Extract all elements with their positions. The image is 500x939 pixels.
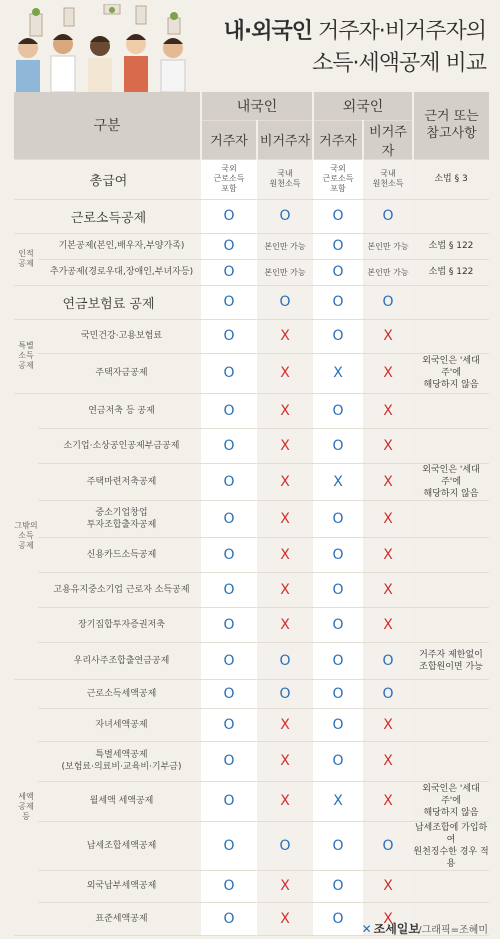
table-body	[14, 159, 489, 935]
row-reference	[413, 741, 489, 781]
row-reference	[413, 537, 489, 572]
table-row	[14, 537, 489, 572]
row-reference: 외국인은 '세대주'에 해당하지 않음	[413, 353, 489, 393]
cell-value: X	[363, 870, 413, 902]
row-label: 근로소득세액공제	[38, 679, 201, 708]
cell-value: O	[201, 463, 257, 500]
cell-value: O	[363, 821, 413, 870]
cell-value: O	[201, 285, 257, 319]
row-reference: 소법 § 122	[413, 259, 489, 285]
cell-value: X	[363, 500, 413, 537]
cell-value: X	[363, 393, 413, 428]
row-reference	[413, 870, 489, 902]
header-nonresident-foreign: 비거주자	[363, 120, 413, 159]
cell-value: X	[363, 572, 413, 607]
cell-value: O	[201, 537, 257, 572]
cell-value: O	[313, 870, 363, 902]
row-reference	[413, 428, 489, 463]
row-reference: 거주자 제한없이 조합원이면 가능	[413, 642, 489, 679]
table-row	[14, 285, 489, 319]
cell-value: O	[201, 353, 257, 393]
header-domestic: 내국인	[201, 92, 313, 120]
table-row	[14, 741, 489, 781]
cell-value: X	[313, 353, 363, 393]
cell-value: O	[257, 285, 313, 319]
table-row	[14, 642, 489, 679]
subheader-sub4: 국내 원천소득	[363, 159, 413, 199]
row-reference: 소법 § 3	[413, 159, 489, 199]
cell-value: O	[313, 393, 363, 428]
cell-value: X	[257, 902, 313, 935]
header-banner	[0, 0, 500, 92]
row-label: 연금보험료 공제	[14, 285, 201, 319]
table-row	[14, 572, 489, 607]
cell-value: O	[313, 259, 363, 285]
cell-value: O	[363, 679, 413, 708]
row-label: 국민건강·고용보험료	[38, 319, 201, 353]
table-row	[14, 428, 489, 463]
cell-value: X	[363, 741, 413, 781]
row-reference	[413, 199, 489, 233]
header-resident-foreign: 거주자	[313, 120, 363, 159]
row-label: 자녀세액공제	[38, 708, 201, 741]
category-label: 세액 공제 등	[14, 679, 38, 935]
table-row	[14, 500, 489, 537]
row-reference: 외국인은 '세대주'에 해당하지 않음	[413, 463, 489, 500]
page-title-line2: 소득·세액공제 비교	[311, 51, 486, 76]
title-rest-part: 거주자·비거주자의	[311, 19, 486, 44]
row-label: 고용유지중소기업 근로자 소득공제	[38, 572, 201, 607]
row-label: 외국납부세액공제	[38, 870, 201, 902]
row-reference	[413, 393, 489, 428]
cell-value: O	[201, 500, 257, 537]
cell-value: X	[363, 537, 413, 572]
cell-value: O	[313, 642, 363, 679]
cell-value: O	[257, 679, 313, 708]
cell-value: O	[313, 319, 363, 353]
cell-value: X	[363, 708, 413, 741]
cell-value: X	[257, 393, 313, 428]
row-label: 총급여	[14, 159, 201, 199]
row-label: 연금저축 등 공제	[38, 393, 201, 428]
comparison-table	[14, 92, 489, 936]
cell-value: O	[313, 199, 363, 233]
cell-value: O	[201, 572, 257, 607]
cell-value: X	[257, 319, 313, 353]
row-reference	[413, 319, 489, 353]
cell-value: O	[313, 708, 363, 741]
row-label: 근로소득공제	[14, 199, 201, 233]
cell-value: O	[313, 233, 363, 259]
category-label: 인적 공제	[14, 233, 38, 285]
cell-value: O	[313, 572, 363, 607]
cell-value: O	[363, 642, 413, 679]
cell-value: O	[201, 902, 257, 935]
row-reference	[413, 679, 489, 708]
cell-value: X	[257, 500, 313, 537]
cell-value: O	[313, 500, 363, 537]
cell-value: O	[201, 870, 257, 902]
table-row	[14, 159, 489, 199]
table-row	[14, 353, 489, 393]
cell-value: X	[363, 607, 413, 642]
cell-value: O	[313, 679, 363, 708]
cell-value: X	[363, 428, 413, 463]
cell-value: O	[257, 821, 313, 870]
cell-value: O	[201, 607, 257, 642]
cell-value: X	[363, 463, 413, 500]
row-label: 기본공제(본인,배우자,부양가족)	[38, 233, 201, 259]
cell-value: X	[257, 870, 313, 902]
cell-value: O	[201, 199, 257, 233]
page-title-line1	[224, 14, 486, 45]
row-label: 우리사주조합출연금공제	[38, 642, 201, 679]
table-row	[14, 708, 489, 741]
cell-value: O	[201, 259, 257, 285]
table-row	[14, 259, 489, 285]
row-reference: 외국인은 '세대주'에 해당하지 않음	[413, 781, 489, 821]
logo-text: 조세일보	[373, 922, 420, 936]
row-label: 추가공제(경로우대,장애인,부녀자등)	[38, 259, 201, 285]
cell-value: X	[363, 781, 413, 821]
subheader-sub2: 국내 원천소득	[257, 159, 313, 199]
cell-value: O	[313, 537, 363, 572]
row-label: 장기집합투자증권저축	[38, 607, 201, 642]
row-label: 주택자금공제	[38, 353, 201, 393]
cell-value: X	[257, 353, 313, 393]
table-row	[14, 870, 489, 902]
row-reference	[413, 500, 489, 537]
cell-value: O	[201, 642, 257, 679]
row-reference: 납세조합에 가입하여 원천징수한 경우 적용	[413, 822, 489, 869]
table-row	[14, 607, 489, 642]
table-row	[14, 393, 489, 428]
cell-value: X	[257, 741, 313, 781]
cell-value: X	[363, 353, 413, 393]
row-reference: 소법 § 122	[413, 233, 489, 259]
people-illustration	[8, 4, 193, 92]
row-label: 중소기업창업 투자조합출자공제	[38, 500, 201, 537]
cell-value: X	[257, 428, 313, 463]
cell-value: 본인만 가능	[257, 259, 313, 285]
row-label: 표준세액공제	[38, 902, 201, 935]
header-foreign: 외국인	[313, 92, 413, 120]
logo-mark-icon: ✕	[361, 922, 372, 936]
graphic-credit: /그래픽=조혜미	[418, 925, 488, 936]
cell-value: O	[201, 821, 257, 870]
table-row	[14, 233, 489, 259]
cell-value: O	[201, 233, 257, 259]
cell-value: X	[313, 781, 363, 821]
header-nonresident-domestic: 비거주자	[257, 120, 313, 159]
cell-value: X	[363, 902, 413, 935]
category-label: 특별 소득 공제	[14, 319, 38, 393]
cell-value: O	[313, 428, 363, 463]
cell-value: O	[313, 902, 363, 935]
table-row	[14, 781, 489, 821]
title-bold-part: 내·외국인	[223, 19, 312, 44]
table-row	[14, 821, 489, 870]
row-reference	[413, 708, 489, 741]
cell-value: O	[313, 285, 363, 319]
row-label: 소기업·소상공인공제부금공제	[38, 428, 201, 463]
cell-value: O	[363, 199, 413, 233]
cell-value: 본인만 가능	[363, 233, 413, 259]
cell-value: 본인만 가능	[257, 233, 313, 259]
table-row	[14, 199, 489, 233]
cell-value: O	[313, 741, 363, 781]
subheader-sub1: 국외 근로소득 포함	[201, 159, 257, 199]
cell-value: O	[201, 393, 257, 428]
row-reference	[413, 572, 489, 607]
cell-value: O	[201, 428, 257, 463]
header-resident-domestic: 거주자	[201, 120, 257, 159]
row-label: 주택마련저축공제	[38, 463, 201, 500]
cell-value: X	[257, 537, 313, 572]
cell-value: O	[363, 285, 413, 319]
table-row	[14, 319, 489, 353]
row-reference	[413, 285, 489, 319]
cell-value: O	[201, 781, 257, 821]
category-label: 그밖의 소득 공제	[14, 393, 38, 679]
cell-value: O	[201, 319, 257, 353]
cell-value: X	[257, 708, 313, 741]
cell-value: X	[257, 781, 313, 821]
cell-value: O	[201, 679, 257, 708]
cell-value: O	[257, 642, 313, 679]
header-gubun: 구분	[14, 92, 201, 159]
row-label: 특별세액공제 (보험료·의료비·교육비·기부금)	[38, 741, 201, 781]
cell-value: X	[313, 463, 363, 500]
subheader-sub3: 국외 근로소득 포함	[313, 159, 363, 199]
table-row	[14, 463, 489, 500]
row-label: 월세액 세액공제	[38, 781, 201, 821]
cell-value: 본인만 가능	[363, 259, 413, 285]
table-row	[14, 679, 489, 708]
cell-value: O	[257, 199, 313, 233]
cell-value: O	[201, 708, 257, 741]
cell-value: O	[313, 607, 363, 642]
cell-value: X	[257, 463, 313, 500]
publisher-logo	[362, 920, 420, 937]
footer	[0, 915, 500, 939]
header-reference: 근거 또는 참고사항	[413, 92, 489, 159]
row-label: 신용카드소득공제	[38, 537, 201, 572]
cell-value: X	[257, 607, 313, 642]
cell-value: O	[201, 741, 257, 781]
row-label: 납세조합세액공제	[38, 821, 201, 870]
cell-value: X	[257, 572, 313, 607]
cell-value: O	[313, 821, 363, 870]
row-reference	[413, 607, 489, 642]
cell-value: X	[363, 319, 413, 353]
